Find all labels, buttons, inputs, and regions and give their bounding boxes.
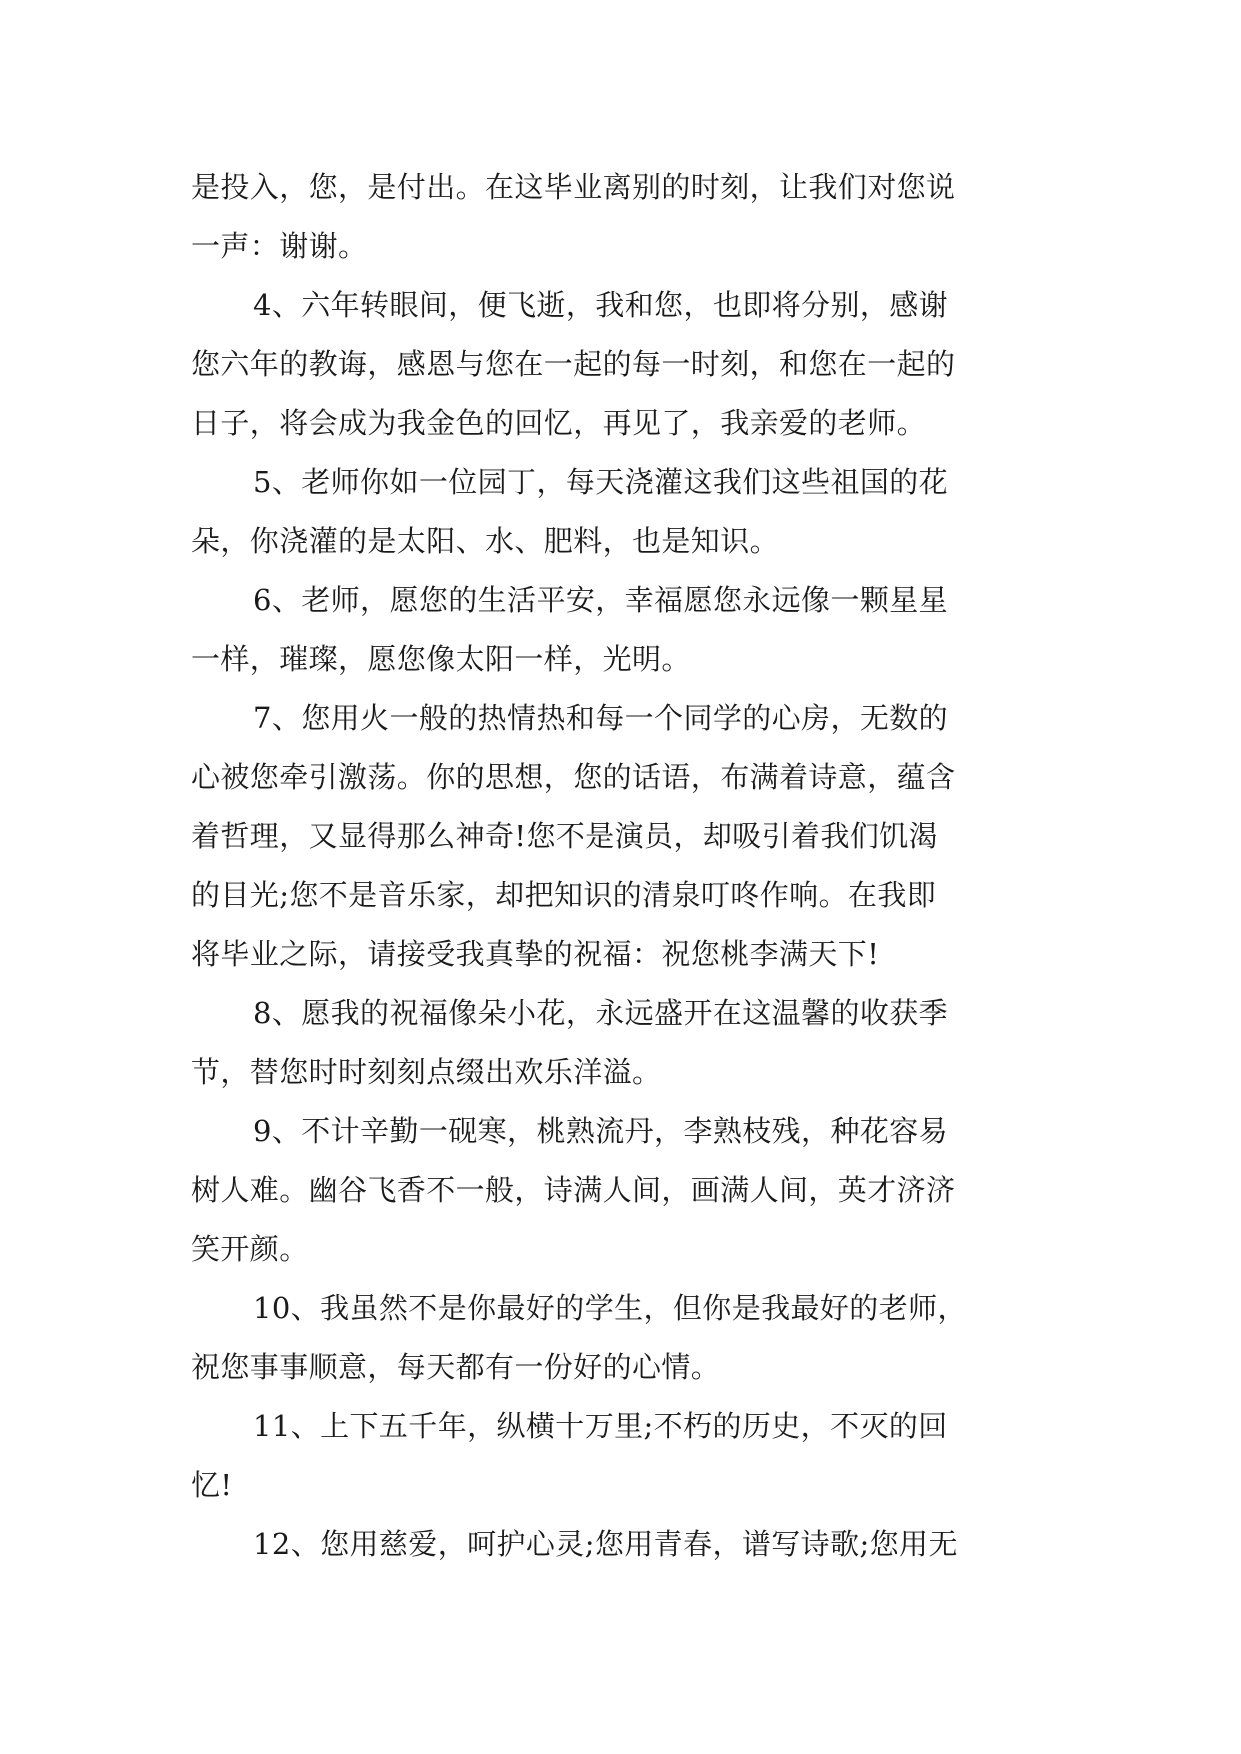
paragraph-p8-line-2: 节，替您时时刻刻点缀出欢乐洋溢。 [191,1055,662,1089]
paragraph-p11-line-2: 忆! [191,1468,233,1502]
paragraph-p3-continued-line-2: 一声：谢谢。 [191,229,368,263]
paragraph-p7-line-1: 7、您用火一般的热情热和每一个同学的心房，无数的 [253,701,949,735]
paragraph-p12-line-1: 12、您用慈爱，呵护心灵;您用青春，谱写诗歌;您用无 [253,1527,958,1561]
paragraph-p5-line-1: 5、老师你如一位园丁，每天浇灌这我们这些祖国的花 [253,465,949,499]
paragraph-p8-line-1: 8、愿我的祝福像朵小花，永远盛开在这温馨的收获季 [253,996,949,1030]
paragraph-p9-line-1: 9、不计辛勤一砚寒，桃熟流丹，李熟枝残，种花容易 [253,1114,949,1148]
paragraph-p5-line-2: 朵，你浇灌的是太阳、水、肥料，也是知识。 [191,524,780,558]
paragraph-p11-line-1: 11、上下五千年，纵横十万里;不朽的历史，不灭的回 [253,1409,948,1443]
paragraph-p3-continued-line-1: 是投入，您，是付出。在这毕业离别的时刻，让我们对您说 [191,170,956,204]
paragraph-p7-line-4: 的目光;您不是音乐家，却把知识的清泉叮咚作响。在我即 [191,878,937,912]
paragraph-p9-line-2: 树人难。幽谷飞香不一般，诗满人间，画满人间，英才济济 [191,1173,956,1207]
paragraph-p4-line-2: 您六年的教诲，感恩与您在一起的每一时刻，和您在一起的 [191,347,956,381]
paragraph-p6-line-2: 一样，璀璨，愿您像太阳一样，光明。 [191,642,691,676]
paragraph-p4-line-3: 日子，将会成为我金色的回忆，再见了，我亲爱的老师。 [191,406,927,440]
paragraph-p10-line-2: 祝您事事顺意，每天都有一份好的心情。 [191,1350,721,1384]
body-text [191,158,1061,1574]
paragraph-p9-line-3: 笑开颜。 [191,1232,309,1266]
paragraph-p4-line-1: 4、六年转眼间，便飞逝，我和您，也即将分别，感谢 [253,288,949,322]
paragraph-p7-line-2: 心被您牵引激荡。你的思想，您的话语，布满着诗意，蕴含 [191,760,956,794]
paragraph-p10-line-1: 10、我虽然不是你最好的学生，但你是我最好的老师， [253,1291,967,1325]
paragraph-p7-line-3: 着哲理，又显得那么神奇!您不是演员，却吸引着我们饥渴 [191,819,939,853]
paragraph-p6-line-1: 6、老师，愿您的生活平安，幸福愿您永远像一颗星星 [253,583,949,617]
paragraph-p7-line-5: 将毕业之际，请接受我真挚的祝福：祝您桃李满天下! [191,937,880,971]
